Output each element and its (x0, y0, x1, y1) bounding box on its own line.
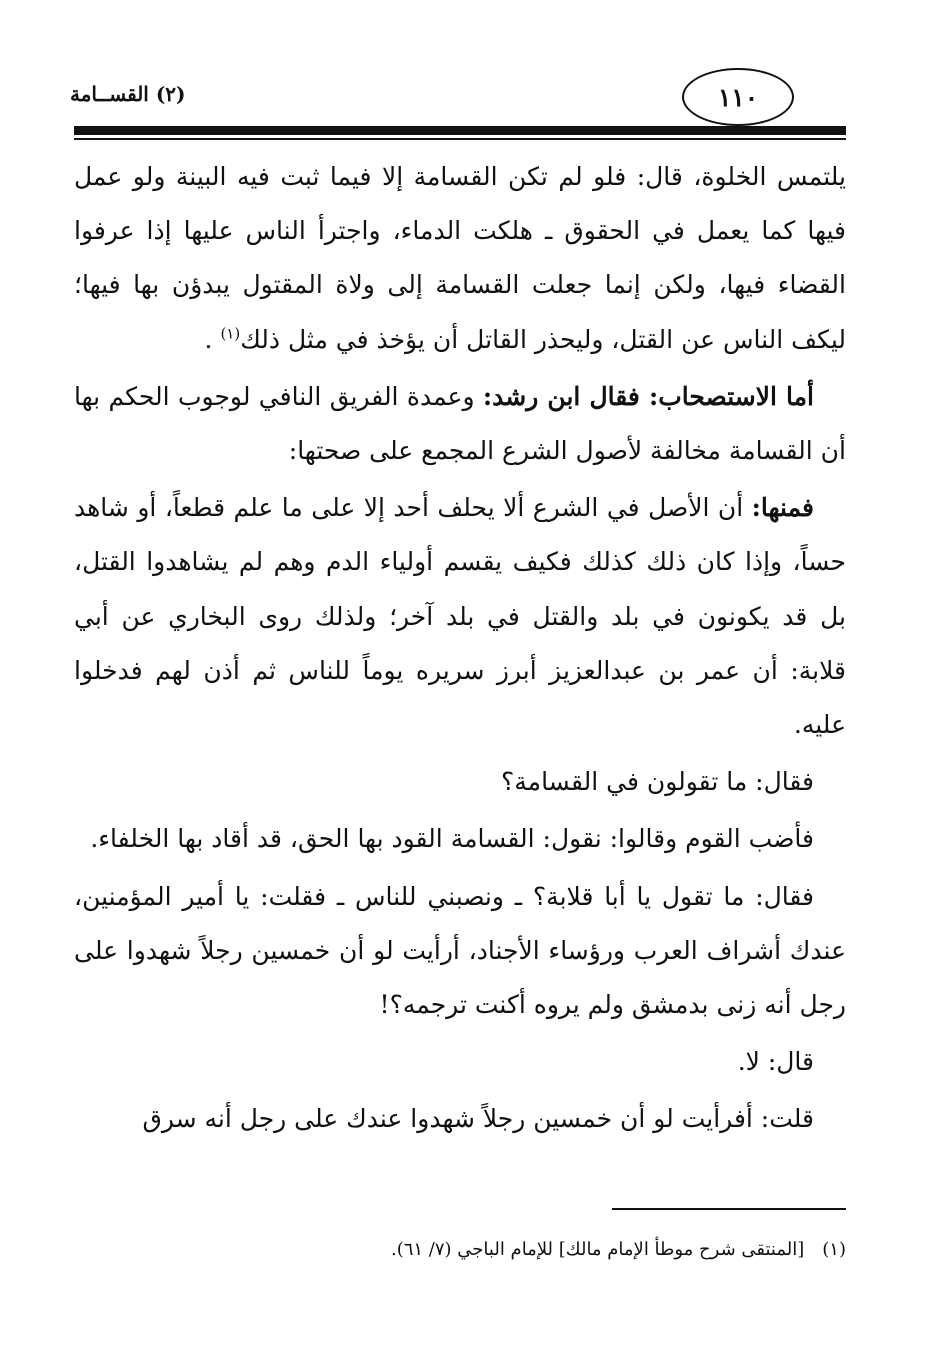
footnote (74, 1236, 846, 1264)
paragraph-text: أن الأصل في الشرع ألا يحلف أحد إلا على ما علم قطعاً، أو شاهد حساً، وإذا كان ذلك كذلك فكيف يقسم أولياء الدم وهم لم يشاهدوا القتل، بل قد يكونون في بلد والقتل في بلد آخر؛ ولذلك روى البخاري عن أبي قلابة: أن عمر بن عبدالعزيز أبرز سريره يوماً للناس ثم أذن لهم فدخلوا عليه. (74, 493, 846, 740)
paragraph-text: فأضب القوم وقالوا: نقول: القسامة القود بها الحق، قد أقاد بها الخلفاء. (90, 824, 814, 854)
paragraph-text: قال: لا. (737, 1047, 814, 1077)
paragraph-3 (74, 481, 846, 752)
paragraph-text: قلت: أفرأيت لو أن خمسين رجلاً شهدوا عندك على رجل أنه سرق (142, 1104, 814, 1134)
running-header-title: (٢) القســامة (70, 82, 186, 106)
paragraph-7 (74, 1035, 846, 1089)
body-text (74, 150, 846, 1150)
page-number-oval (682, 68, 794, 126)
paragraph-tail: . (204, 324, 213, 354)
paragraph-lead: فمنها: (751, 493, 814, 523)
header-thick-rule (74, 126, 846, 135)
footnote-text: [المنتقى شرح موطأ الإمام مالك] للإمام الباجي (٧/ ٦١). (390, 1239, 805, 1260)
paragraph-1 (74, 150, 846, 367)
paragraph-8 (74, 1092, 846, 1146)
footnote-reference: (١) (220, 324, 241, 343)
paragraph-5 (74, 812, 846, 866)
footnote-separator (612, 1208, 846, 1210)
footnote-number: (١) (822, 1239, 846, 1260)
paragraph-4 (74, 755, 846, 809)
paragraph-lead: أما الاستصحاب: فقال ابن رشد: (482, 381, 814, 411)
paragraph-text: فقال: ما تقولون في القسامة؟ (501, 767, 814, 797)
header-thin-rule (74, 138, 846, 140)
paragraph-6 (74, 870, 846, 1033)
paragraph-text: يلتمس الخلوة، قال: فلو لم تكن القسامة إلا فيما ثبت فيه البينة ولو عمل فيها كما يعمل في الحقوق ـ هلكت الدماء، واجترأ الناس عليها إذا عرفوا القضاء فيها، ولكن إنما جعلت القسامة إلى ولاة المقتول يبدؤن بها فيها؛ ليكف الناس عن القتل، وليحذر القاتل أن يؤخذ في مثل ذلك (74, 162, 846, 354)
paragraph-text: وعمدة الفريق النافي لوجوب الحكم بها أن القسامة مخالفة لأصول الشرع المجمع على صحتها: (74, 381, 846, 466)
paragraph-text: فقال: ما تقول يا أبا قلابة؟ ـ ونصبني للناس ـ فقلت: يا أمير المؤمنين، عندك أشراف العرب ورؤساء الأجناد، أرأيت لو أن خمسين رجلاً شهدوا على رجل أنه زنى بدمشق ولم يروه أكنت ترجمه؟! (74, 881, 846, 1020)
paragraph-2 (74, 370, 846, 478)
page-number: ١١٠ (717, 82, 759, 112)
